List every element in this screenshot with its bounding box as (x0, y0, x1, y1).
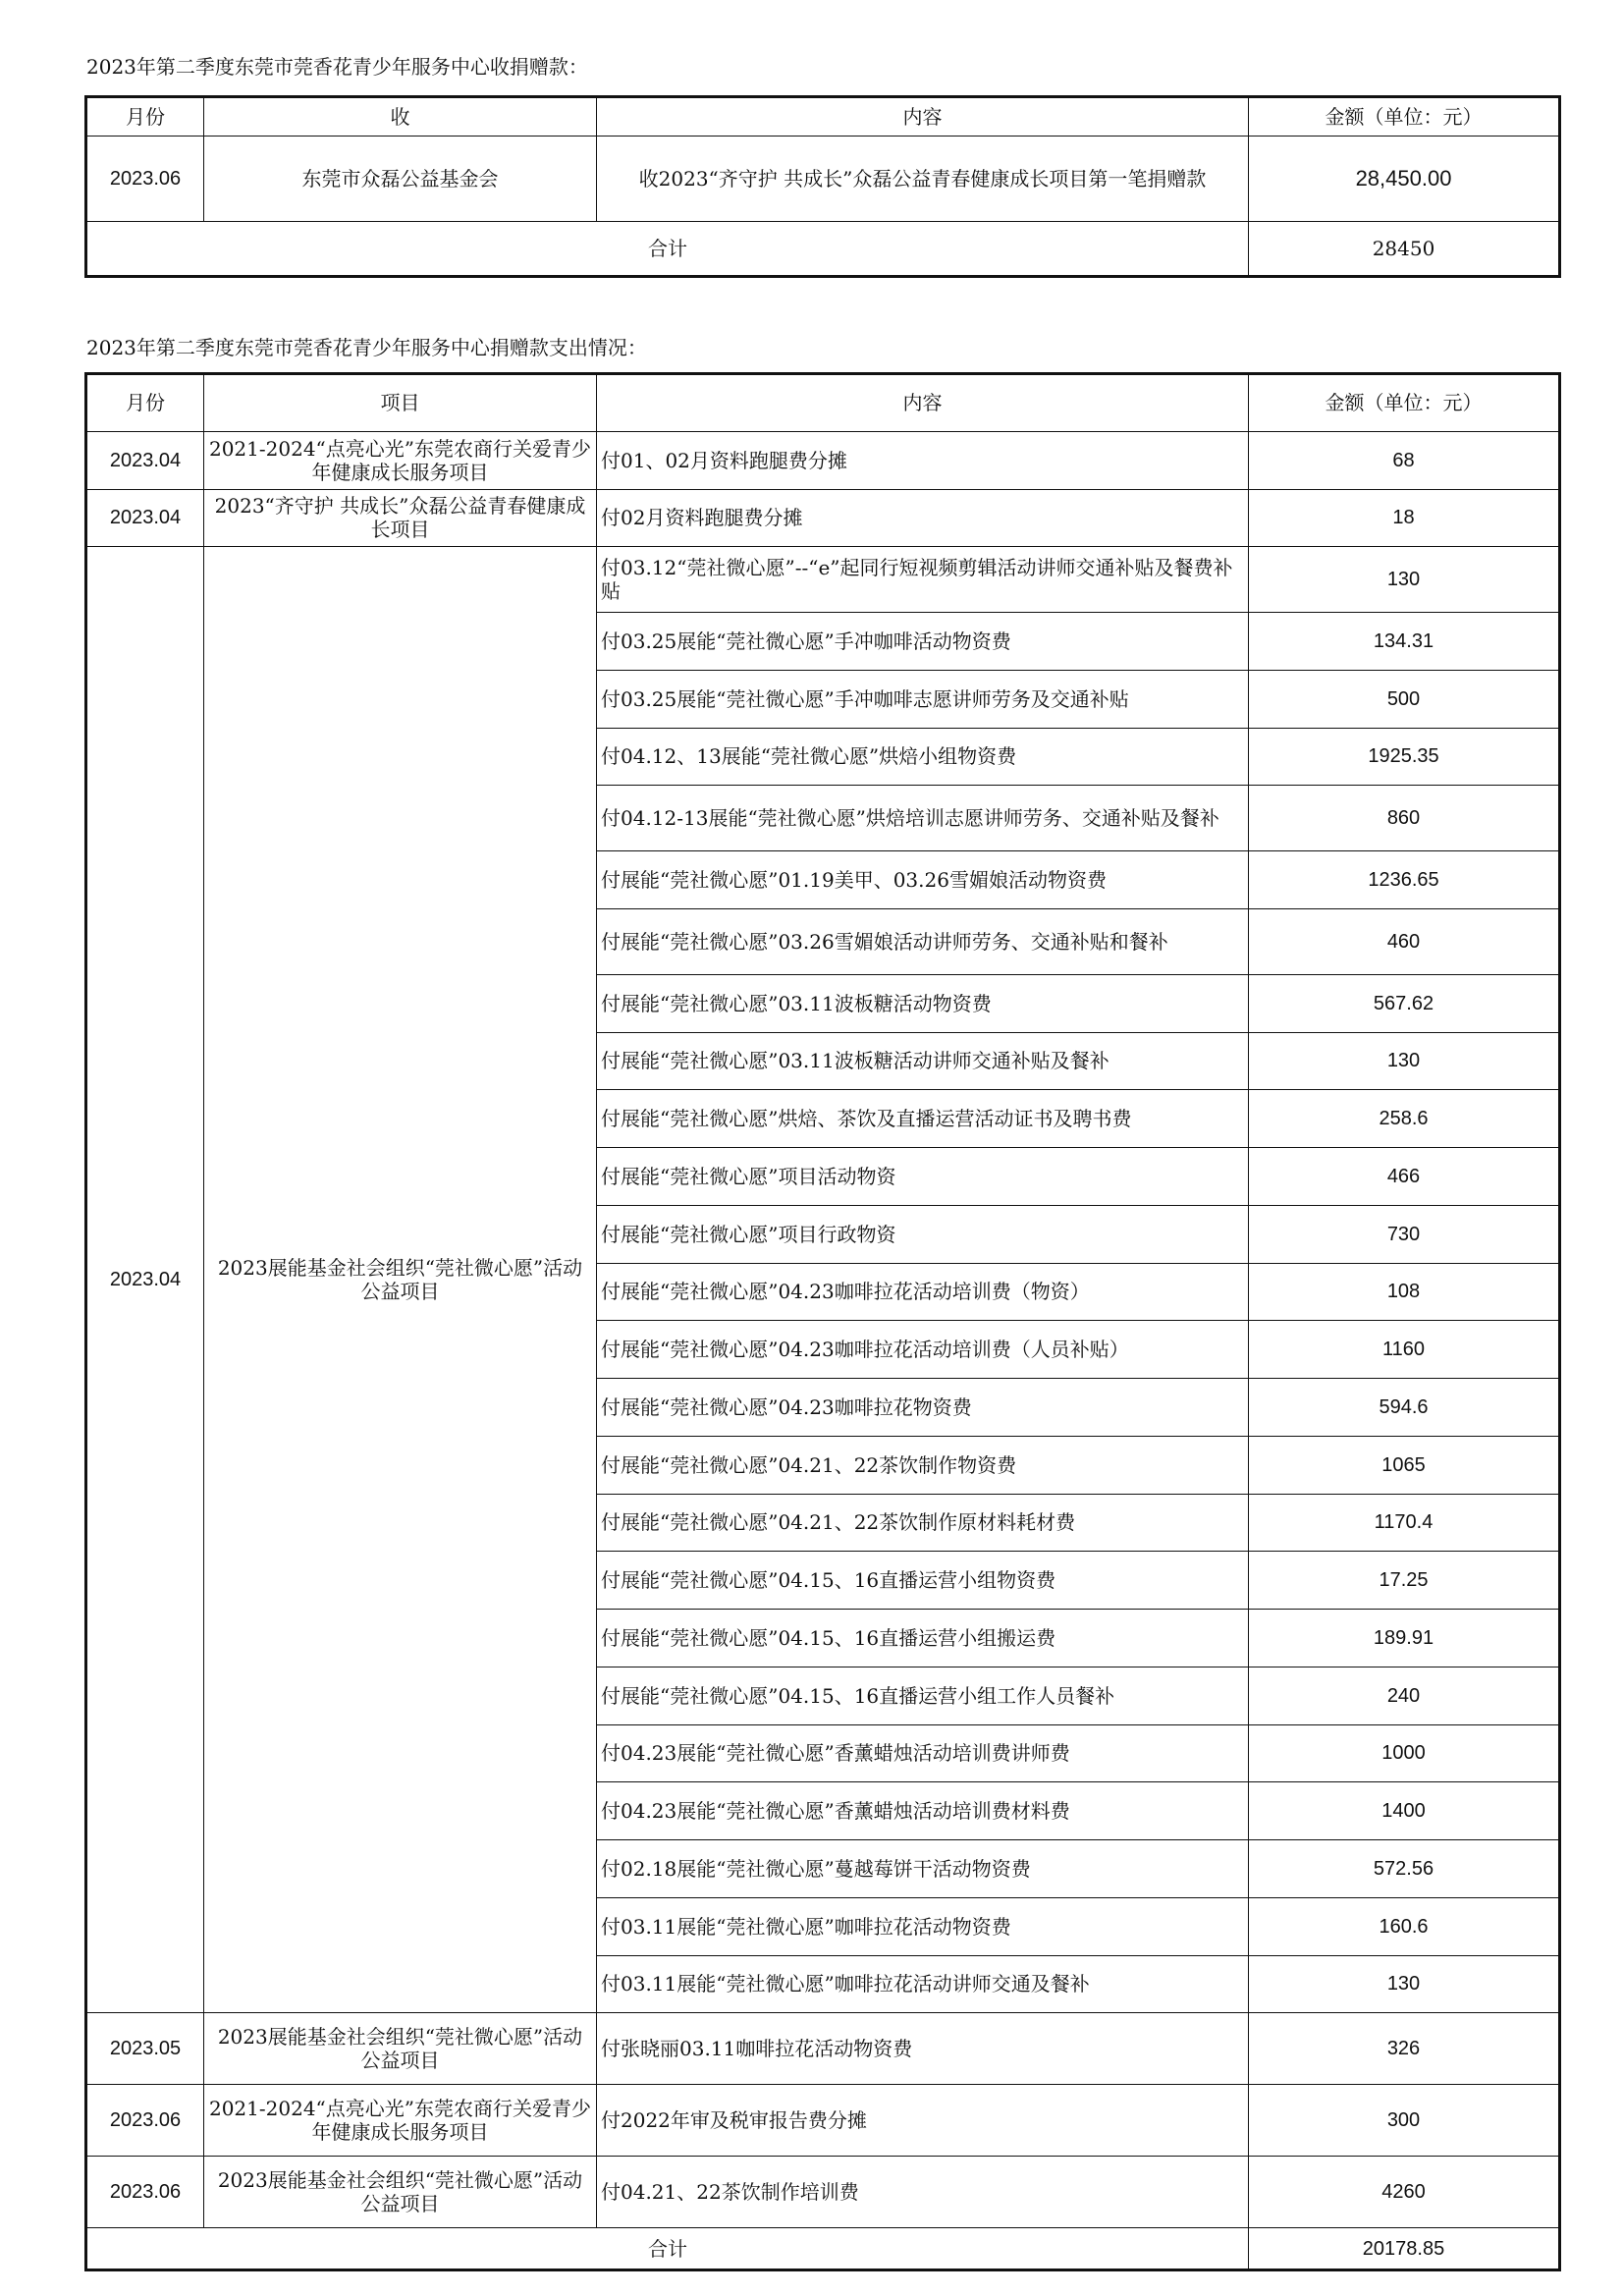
expense-group-content: 付02.18展能“莞社微心愿”蔓越莓饼干活动物资费 (597, 1840, 1249, 1898)
income-header-amount: 金额（单位：元） (1249, 97, 1560, 137)
expense-month: 2023.04 (86, 489, 204, 547)
expense-header-project: 项目 (204, 374, 597, 432)
expense-group-content: 付展能“莞社微心愿”03.11波板糖活动物资费 (597, 974, 1249, 1032)
expense-month: 2023.04 (86, 431, 204, 489)
income-month: 2023.06 (86, 137, 204, 221)
expense-group-content: 付04.12、13展能“莞社微心愿”烘焙小组物资费 (597, 728, 1249, 786)
expense-header-row (86, 374, 1560, 432)
expense-month: 2023.06 (86, 2157, 204, 2228)
expense-group-content: 付展能“莞社微心愿”04.15、16直播运营小组工作人员餐补 (597, 1667, 1249, 1724)
expense-group-amount: 130 (1249, 1955, 1560, 2013)
expense-group-amount: 460 (1249, 908, 1560, 974)
expense-group-content: 付04.12-13展能“莞社微心愿”烘焙培训志愿讲师劳务、交通补贴及餐补 (597, 786, 1249, 851)
income-header-from: 收 (204, 97, 597, 137)
expense-group-amount: 108 (1249, 1263, 1560, 1321)
expense-group-amount: 134.31 (1249, 613, 1560, 671)
expense-header-content: 内容 (597, 374, 1249, 432)
income-header-month: 月份 (86, 97, 204, 137)
expense-group-content: 付展能“莞社微心愿”01.19美甲、03.26雪媚娘活动物资费 (597, 851, 1249, 909)
expense-group-month: 2023.04 (86, 547, 204, 2013)
expense-total-label: 合计 (86, 2228, 1249, 2270)
expense-content: 付04.21、22茶饮制作培训费 (597, 2157, 1249, 2228)
expense-month: 2023.06 (86, 2085, 204, 2157)
expense-total-amount: 20178.85 (1249, 2228, 1560, 2270)
expense-row (86, 2013, 1560, 2085)
expense-project: 2023“齐守护 共成长”众磊公益青春健康成长项目 (204, 489, 597, 547)
expense-group-content: 付03.11展能“莞社微心愿”咖啡拉花活动物资费 (597, 1897, 1249, 1955)
expense-month: 2023.05 (86, 2013, 204, 2085)
expense-group-content: 付展能“莞社微心愿”04.23咖啡拉花物资费 (597, 1379, 1249, 1437)
expense-group-content: 付03.12“莞社微心愿”--“e”起同行短视频剪辑活动讲师交通补贴及餐费补贴 (597, 547, 1249, 613)
expense-group-amount: 466 (1249, 1148, 1560, 1206)
income-table (84, 95, 1561, 278)
expense-group-amount: 17.25 (1249, 1552, 1560, 1610)
expense-project: 2021-2024“点亮心光”东莞农商行关爱青少年健康成长服务项目 (204, 2085, 597, 2157)
expense-group-content: 付04.23展能“莞社微心愿”香薰蜡烛活动培训费材料费 (597, 1782, 1249, 1840)
expense-project: 2023展能基金社会组织“莞社微心愿”活动公益项目 (204, 2157, 597, 2228)
expense-caption: 2023年第二季度东莞市莞香花青少年服务中心捐赠款支出情况： (86, 336, 647, 359)
expense-amount: 326 (1249, 2013, 1560, 2085)
income-row (86, 137, 1560, 221)
expense-group-amount: 160.6 (1249, 1897, 1560, 1955)
expense-header-amount: 金额（单位：元） (1249, 374, 1560, 432)
income-header-row (86, 97, 1560, 137)
expense-group-content: 付展能“莞社微心愿”04.21、22茶饮制作原材料耗材费 (597, 1494, 1249, 1552)
expense-group-content: 付展能“莞社微心愿”项目活动物资 (597, 1148, 1249, 1206)
expense-row (86, 489, 1560, 547)
expense-group-content: 付展能“莞社微心愿”04.15、16直播运营小组物资费 (597, 1552, 1249, 1610)
expense-table (84, 372, 1561, 2271)
income-caption: 2023年第二季度东莞市莞香花青少年服务中心收捐赠款： (86, 55, 588, 79)
expense-group-content: 付展能“莞社微心愿”04.23咖啡拉花活动培训费（人员补贴） (597, 1321, 1249, 1379)
expense-group-amount: 1236.65 (1249, 851, 1560, 909)
expense-group-amount: 189.91 (1249, 1610, 1560, 1667)
expense-group-content: 付展能“莞社微心愿”04.21、22茶饮制作物资费 (597, 1436, 1249, 1494)
expense-row (86, 2085, 1560, 2157)
expense-group-amount: 1400 (1249, 1782, 1560, 1840)
expense-group-amount: 567.62 (1249, 974, 1560, 1032)
expense-group-amount: 500 (1249, 670, 1560, 728)
expense-group-amount: 1000 (1249, 1724, 1560, 1782)
expense-total-row (86, 2228, 1560, 2270)
expense-group-content: 付展能“莞社微心愿”03.11波板糖活动讲师交通补贴及餐补 (597, 1032, 1249, 1090)
expense-group-amount: 258.6 (1249, 1090, 1560, 1148)
expense-group-amount: 860 (1249, 786, 1560, 851)
expense-group-content: 付展能“莞社微心愿”项目行政物资 (597, 1205, 1249, 1263)
expense-amount: 68 (1249, 431, 1560, 489)
income-header-content: 内容 (597, 97, 1249, 137)
expense-group-row (86, 547, 1560, 613)
income-total-label: 合计 (86, 221, 1249, 276)
expense-group-project: 2023展能基金社会组织“莞社微心愿”活动公益项目 (204, 547, 597, 2013)
income-amount: 28,450.00 (1249, 137, 1560, 221)
expense-group-content: 付展能“莞社微心愿”04.15、16直播运营小组搬运费 (597, 1610, 1249, 1667)
expense-row (86, 2157, 1560, 2228)
income-content: 收2023“齐守护 共成长”众磊公益青春健康成长项目第一笔捐赠款 (597, 137, 1249, 221)
expense-content: 付张晓丽03.11咖啡拉花活动物资费 (597, 2013, 1249, 2085)
expense-group-amount: 130 (1249, 547, 1560, 613)
expense-group-content: 付03.11展能“莞社微心愿”咖啡拉花活动讲师交通及餐补 (597, 1955, 1249, 2013)
income-total-row (86, 221, 1560, 276)
expense-amount: 300 (1249, 2085, 1560, 2157)
expense-content: 付01、02月资料跑腿费分摊 (597, 431, 1249, 489)
expense-group-content: 付03.25展能“莞社微心愿”手冲咖啡活动物资费 (597, 613, 1249, 671)
expense-project: 2021-2024“点亮心光”东莞农商行关爱青少年健康成长服务项目 (204, 431, 597, 489)
expense-group-amount: 730 (1249, 1205, 1560, 1263)
expense-group-content: 付展能“莞社微心愿”烘焙、茶饮及直播运营活动证书及聘书费 (597, 1090, 1249, 1148)
expense-group-amount: 1065 (1249, 1436, 1560, 1494)
expense-row (86, 431, 1560, 489)
expense-content: 付02月资料跑腿费分摊 (597, 489, 1249, 547)
income-from: 东莞市众磊公益基金会 (204, 137, 597, 221)
expense-group-amount: 240 (1249, 1667, 1560, 1724)
expense-amount: 18 (1249, 489, 1560, 547)
expense-group-amount: 1170.4 (1249, 1494, 1560, 1552)
expense-group-amount: 130 (1249, 1032, 1560, 1090)
expense-group-content: 付04.23展能“莞社微心愿”香薰蜡烛活动培训费讲师费 (597, 1724, 1249, 1782)
expense-group-amount: 572.56 (1249, 1840, 1560, 1898)
expense-group-amount: 1160 (1249, 1321, 1560, 1379)
expense-group-amount: 1925.35 (1249, 728, 1560, 786)
income-total-amount: 28450 (1249, 221, 1560, 276)
expense-amount: 4260 (1249, 2157, 1560, 2228)
expense-header-month: 月份 (86, 374, 204, 432)
expense-content: 付2022年审及税审报告费分摊 (597, 2085, 1249, 2157)
expense-group-amount: 594.6 (1249, 1379, 1560, 1437)
expense-project: 2023展能基金社会组织“莞社微心愿”活动公益项目 (204, 2013, 597, 2085)
expense-group-content: 付展能“莞社微心愿”04.23咖啡拉花活动培训费（物资） (597, 1263, 1249, 1321)
expense-group-content: 付03.25展能“莞社微心愿”手冲咖啡志愿讲师劳务及交通补贴 (597, 670, 1249, 728)
expense-group-content: 付展能“莞社微心愿”03.26雪媚娘活动讲师劳务、交通补贴和餐补 (597, 908, 1249, 974)
